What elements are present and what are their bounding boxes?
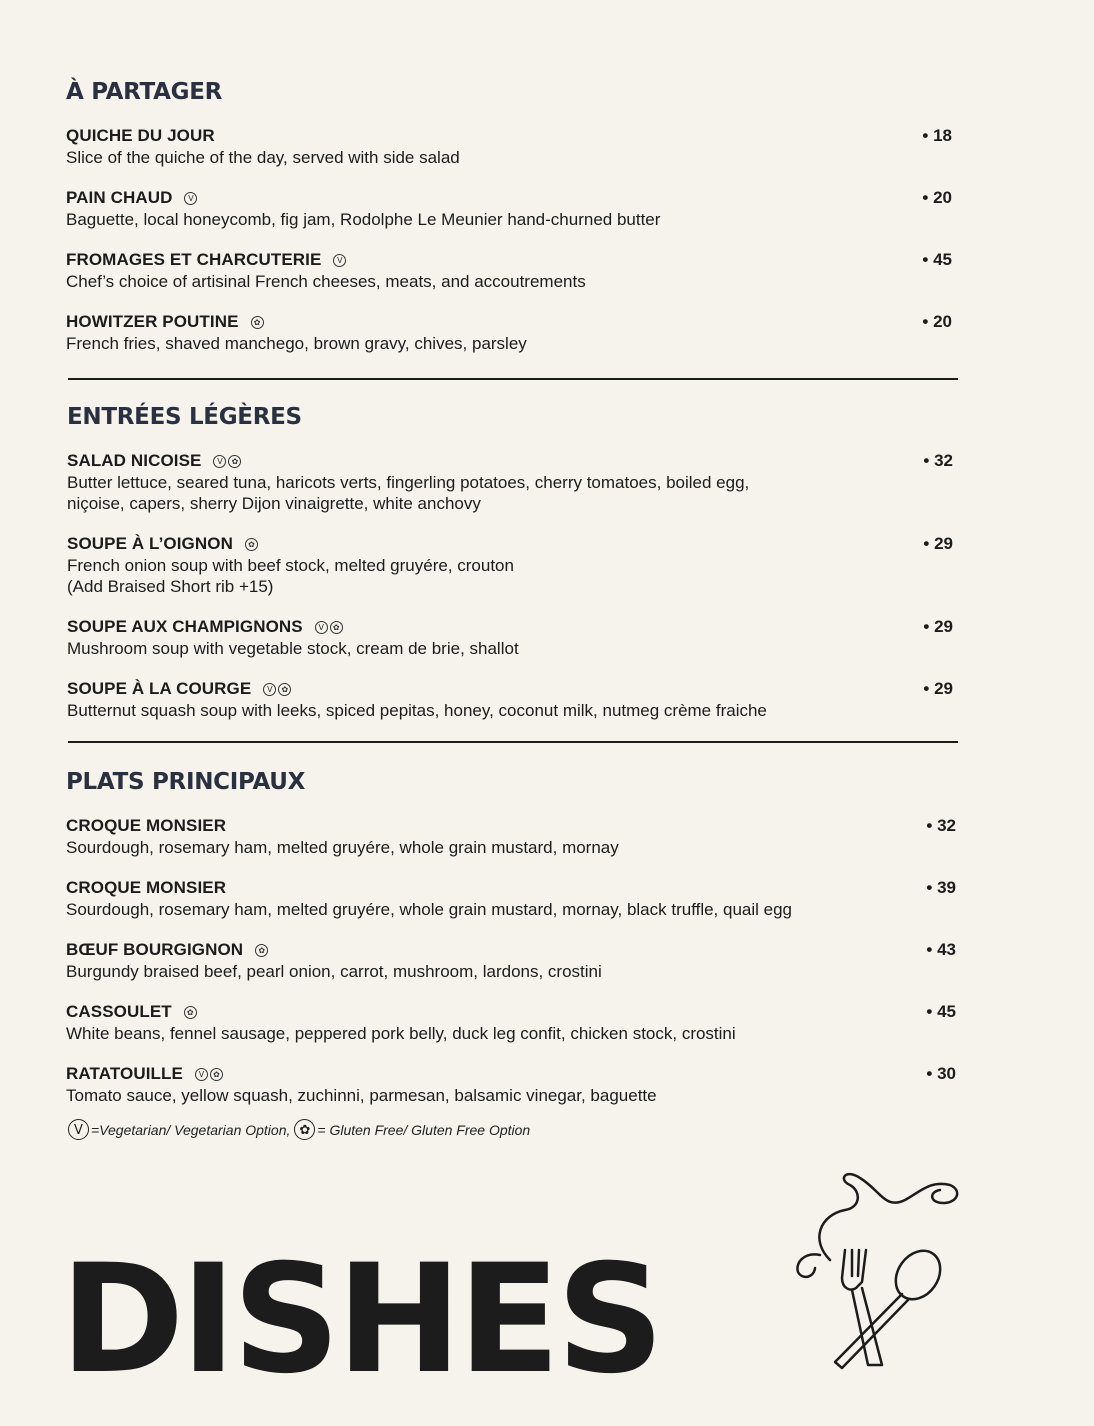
wheat-icon: ✿ bbox=[228, 455, 241, 468]
section-title: ENTRÉES LÉGÈRES bbox=[67, 404, 302, 430]
menu-item bbox=[66, 939, 958, 982]
menu-item bbox=[66, 249, 958, 292]
item-name: QUICHE DU JOUR bbox=[66, 126, 215, 145]
item-description: White beans, fennel sausage, peppered pork belly, duck leg confit, chicken stock, crostini bbox=[66, 1024, 736, 1043]
vegetarian-icon: V bbox=[213, 455, 226, 468]
vegetarian-icon: V bbox=[333, 254, 346, 267]
item-price: • 45 bbox=[922, 250, 952, 269]
wheat-icon: ✿ bbox=[210, 1068, 223, 1081]
item-price: • 18 bbox=[922, 126, 952, 145]
item-name: CROQUE MONSIER bbox=[66, 816, 227, 835]
item-name: HOWITZER POUTINE bbox=[66, 312, 239, 331]
section-entrees-legeres bbox=[67, 403, 959, 720]
vegetarian-icon: V bbox=[315, 621, 328, 634]
fork-spoon-icon bbox=[790, 1170, 970, 1380]
section-title: À PARTAGER bbox=[66, 79, 223, 105]
item-description: Slice of the quiche of the day, served with side salad bbox=[66, 148, 460, 167]
legend-gluten-free-text: = Gluten Free/ Gluten Free Option bbox=[317, 1121, 531, 1138]
item-price: • 29 bbox=[923, 534, 953, 553]
item-name: SOUPE À LA COURGE bbox=[67, 679, 252, 698]
dishes-title: DISHES bbox=[60, 1233, 661, 1407]
item-name: CROQUE MONSIER bbox=[66, 878, 227, 897]
menu-item bbox=[66, 1063, 958, 1106]
section-plats-principaux bbox=[66, 768, 958, 1105]
item-name: CASSOULET bbox=[66, 1002, 172, 1021]
item-price: • 29 bbox=[923, 617, 953, 636]
section-divider bbox=[68, 741, 958, 743]
item-price: • 20 bbox=[922, 188, 952, 207]
menu-item bbox=[67, 533, 959, 597]
item-price: • 20 bbox=[922, 312, 952, 331]
item-name: RATATOUILLE bbox=[66, 1064, 183, 1083]
wheat-icon: ✿ bbox=[330, 621, 343, 634]
menu-item bbox=[66, 815, 958, 858]
wheat-icon: ✿ bbox=[251, 316, 264, 329]
item-name: BŒUF BOURGIGNON bbox=[66, 940, 244, 959]
vegetarian-icon: V bbox=[184, 192, 197, 205]
item-description: Baguette, local honeycomb, fig jam, Rodolphe Le Meunier hand-churned butter bbox=[66, 210, 661, 229]
item-description: Chef’s choice of artisinal French cheeses, meats, and accoutrements bbox=[66, 272, 586, 291]
wheat-icon: ✿ bbox=[255, 944, 268, 957]
section-divider bbox=[68, 378, 958, 380]
item-name: SALAD NICOISE bbox=[67, 451, 202, 470]
item-name: SOUPE AUX CHAMPIGNONS bbox=[67, 617, 303, 636]
item-description: Mushroom soup with vegetable stock, cream de brie, shallot bbox=[67, 639, 519, 658]
wheat-icon: ✿ bbox=[184, 1006, 197, 1019]
item-price: • 32 bbox=[926, 816, 956, 835]
item-name: PAIN CHAUD bbox=[66, 188, 173, 207]
menu-item bbox=[66, 1001, 958, 1044]
item-name: SOUPE À L’OIGNON bbox=[67, 534, 233, 553]
item-price: • 39 bbox=[926, 878, 956, 897]
item-price: • 30 bbox=[926, 1064, 956, 1083]
item-description: French onion soup with beef stock, melted gruyére, crouton (Add Braised Short rib +15) bbox=[67, 556, 514, 596]
menu-item bbox=[66, 877, 958, 920]
item-price: • 45 bbox=[926, 1002, 956, 1021]
section-a-partager bbox=[66, 78, 958, 353]
item-description: French fries, shaved manchego, brown gravy, chives, parsley bbox=[66, 334, 527, 353]
vegetarian-icon: V bbox=[195, 1068, 208, 1081]
item-description: Burgundy braised beef, pearl onion, carrot, mushroom, lardons, crostini bbox=[66, 962, 602, 981]
menu-item bbox=[66, 311, 958, 354]
wheat-icon: ✿ bbox=[245, 538, 258, 551]
dietary-legend bbox=[68, 1119, 530, 1140]
item-description: Butter lettuce, seared tuna, haricots verts, fingerling potatoes, cherry tomatoes, boiled egg, niçoise, capers, sherry Dijon vinaigrette, white anchovy bbox=[67, 473, 750, 513]
item-name: FROMAGES ET CHARCUTERIE bbox=[66, 250, 322, 269]
section-title: PLATS PRINCIPAUX bbox=[66, 769, 306, 795]
item-price: • 32 bbox=[923, 451, 953, 470]
menu-item bbox=[66, 187, 958, 230]
menu-item bbox=[67, 678, 959, 721]
menu-item bbox=[67, 450, 959, 514]
item-description: Tomato sauce, yellow squash, zuchinni, parmesan, balsamic vinegar, baguette bbox=[66, 1086, 657, 1105]
item-description: Sourdough, rosemary ham, melted gruyére, whole grain mustard, mornay, black truffle, quail egg bbox=[66, 900, 793, 919]
item-description: Sourdough, rosemary ham, melted gruyére, whole grain mustard, mornay bbox=[66, 838, 619, 857]
wheat-icon: ✿ bbox=[278, 683, 291, 696]
menu-item bbox=[66, 125, 958, 168]
legend-vegetarian-text: =Vegetarian/ Vegetarian Option, bbox=[91, 1121, 291, 1138]
menu-item bbox=[67, 616, 959, 659]
item-price: • 43 bbox=[926, 940, 956, 959]
wheat-icon: ✿ bbox=[294, 1119, 315, 1140]
vegetarian-icon: V bbox=[263, 683, 276, 696]
item-description: Butternut squash soup with leeks, spiced pepitas, honey, coconut milk, nutmeg crème fraiche bbox=[67, 701, 767, 720]
vegetarian-icon: V bbox=[68, 1119, 89, 1140]
item-price: • 29 bbox=[923, 679, 953, 698]
